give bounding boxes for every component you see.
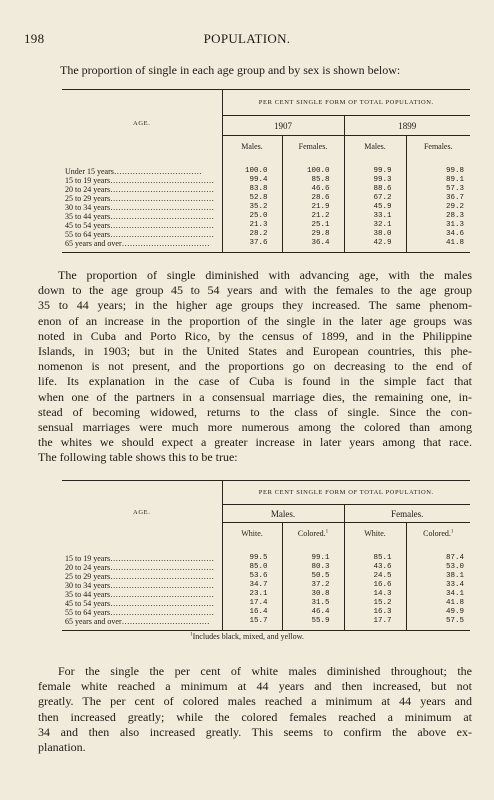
table-cell: 41.8 [406,239,470,253]
table-row [62,572,470,581]
table-row [62,158,470,176]
text-line: planation. [38,740,86,755]
single-by-age-sex-table [62,89,470,253]
table-cell: 31.3 [406,221,470,230]
table-cell: 67.2 [344,194,406,203]
table-cell: 83.8 [222,185,282,194]
table-row [62,230,470,239]
table-cell: 46.4 [282,608,344,617]
year-1899-header: 1899 [344,116,470,136]
table-cell: 100.0 [222,158,282,176]
col-1907-females: Females. [282,136,344,158]
age-column-header: AGE. [133,509,151,517]
table-cell: 16.4 [222,608,282,617]
age-label: 15 to 19 years………………………………… [65,553,215,563]
paragraph-2 [38,664,472,755]
age-label: 20 to 24 years………………………………… [65,562,215,572]
text-line: down to the age group 45 to 54 years and with the females to the age group [38,283,472,298]
table-cell: 80.3 [282,563,344,572]
table-cell: 34.1 [406,590,470,599]
age-label: 65 years and over…………………………… [65,616,210,626]
table-cell: 30.8 [282,590,344,599]
text-line: For the single the per cent of white males diminished throughout; the [58,664,472,678]
age-label: 30 to 34 years………………………………… [65,202,215,212]
text-line: Islands, in 1903; but in the United States and European countries, this phe- [38,344,472,359]
text-line: noted in Cuba and Porto Rico, by the census of 1899, and in the Philippine [38,328,472,343]
table-cell: 25.1 [282,221,344,230]
table-cell: 34.6 [406,230,470,239]
age-label: 65 years and over…………………………… [65,238,210,248]
table-cell: 43.6 [344,563,406,572]
col-1907-males: Males. [222,136,282,158]
table-row [62,608,470,617]
col-females-colored [406,523,470,545]
text-line: The proportion of single diminished with advancing age, with the males [58,268,472,282]
table-cell: 85.8 [282,176,344,185]
table-row [62,617,470,631]
table-cell: 85.1 [344,545,406,563]
table-cell: 53.6 [222,572,282,581]
table1-super-header: PER CENT SINGLE FORM OF TOTAL POPULATION. [222,90,470,116]
table-cell: 29.2 [406,203,470,212]
males-group-header: Males. [222,505,344,523]
table-cell: 16.6 [344,581,406,590]
table-cell: 21.2 [282,212,344,221]
table-row [62,203,470,212]
footnote-text: Includes black, mixed, and yellow. [192,632,304,641]
age-label: 35 to 44 years………………………………… [65,589,215,599]
table-row [62,176,470,185]
table-cell: 49.9 [406,608,470,617]
table-row [62,185,470,194]
table-cell: 29.8 [282,230,344,239]
table-cell: 15.2 [344,599,406,608]
table-cell: 99.8 [406,158,470,176]
col-label: Colored. [423,529,451,539]
text-line: life. Its explanation in the case of Cuba is found in the simple fact that [38,374,472,389]
text-line: greatly. The per cent of colored males reached a minimum at 44 years and [38,694,472,709]
text-line: the whites we should expect a greater increase in later years among that race. [38,435,472,450]
table-cell: 31.5 [282,599,344,608]
table-cell: 99.3 [344,176,406,185]
col-males-white: White. [222,523,282,545]
table-cell: 15.7 [222,617,282,631]
table-cell: 17.7 [344,617,406,631]
age-label: 55 to 64 years………………………………… [65,607,215,617]
table-cell: 21.3 [222,221,282,230]
table-cell: 28.6 [282,194,344,203]
age-label: 25 to 29 years………………………………… [65,193,215,203]
table-row [62,599,470,608]
text-line: The following table shows this to be true: [38,450,238,465]
table-cell: 37.2 [282,581,344,590]
table-cell: 35.2 [222,203,282,212]
age-label: 55 to 64 years………………………………… [65,229,215,239]
table-cell: 34.7 [222,581,282,590]
table-cell: 57.5 [406,617,470,631]
table-row [62,194,470,203]
age-label: Under 15 years…………………………… [65,166,202,176]
table-cell: 16.3 [344,608,406,617]
table-row [62,590,470,599]
table-row [62,239,470,253]
table-cell: 52.8 [222,194,282,203]
text-line: when one of the partners in a consensual marriage dies, the remaining one, in- [38,389,472,404]
table-cell: 85.0 [222,563,282,572]
age-label: 25 to 29 years………………………………… [65,571,215,581]
footnote-mark: 1 [190,632,193,638]
table-row [62,563,470,572]
text-line: sensual marriages were much more numerous among the colored than among [38,420,472,435]
text-line: 34 and then also increased greatly. This seems to confirm the above ex- [38,724,472,739]
age-label: 45 to 54 years………………………………… [65,220,215,230]
table-cell: 46.6 [282,185,344,194]
table2-footnote [0,632,494,641]
table-cell: 14.3 [344,590,406,599]
col-label: Colored. [297,529,326,539]
table-cell: 87.4 [406,545,470,563]
table-cell: 53.0 [406,563,470,572]
intro-sentence: The proportion of single in each age group and by sex is shown below: [60,63,401,77]
table-cell: 99.1 [282,545,344,563]
table-cell: 37.6 [222,239,282,253]
table-cell: 42.9 [344,239,406,253]
single-by-age-race-table [62,480,470,631]
col-1899-females: Females. [406,136,470,158]
year-1907-header: 1907 [222,116,344,136]
text-line: female white reached a minimum at 44 years and then increased, but not [38,679,472,694]
table-row [62,221,470,230]
table-cell: 45.9 [344,203,406,212]
table-cell: 57.3 [406,185,470,194]
table-cell: 24.5 [344,572,406,581]
age-column-header: AGE. [133,120,151,128]
table2-super-header: PER CENT SINGLE FORM OF TOTAL POPULATION. [222,481,470,505]
table-cell: 33.4 [406,581,470,590]
page-number: 198 [24,31,45,46]
table-cell: 33.1 [344,212,406,221]
table-cell: 28.3 [406,212,470,221]
table-cell: 21.9 [282,203,344,212]
table-cell: 36.7 [406,194,470,203]
table-cell: 88.6 [344,185,406,194]
age-label: 35 to 44 years………………………………… [65,211,215,221]
footnote-mark: 1 [325,529,329,535]
table-cell: 99.5 [222,545,282,563]
table1-body [62,158,470,253]
text-line: then increased greatly; while the colored females reached a minimum at [38,709,472,724]
table2-body [62,545,470,631]
age-label: 30 to 34 years………………………………… [65,580,215,590]
table-row [62,545,470,563]
table-cell: 100.0 [282,158,344,176]
table-cell: 36.4 [282,239,344,253]
text-line: 35 to 44 years; in the higher age groups they increased. The same phenom- [38,298,472,313]
page-title: POPULATION. [203,31,291,46]
table-cell: 17.4 [222,599,282,608]
col-1899-males: Males. [344,136,406,158]
age-label: 20 to 24 years………………………………… [65,184,215,194]
col-males-colored [282,523,344,545]
text-line: stead of becoming widowed, returns to the class of single. Since the con- [38,404,472,419]
footnote-mark: 1 [450,529,454,535]
table-cell: 32.1 [344,221,406,230]
text-line: nomenon is not present, and the proportions go on decreasing to the end of [38,359,472,374]
table-cell: 41.8 [406,599,470,608]
paragraph-1 [38,268,472,466]
text-line: enon of an increase in the proportion of the single in the later age groups was [38,313,472,328]
table-cell: 38.1 [406,572,470,581]
page-header [22,31,472,47]
table-row [62,212,470,221]
table-cell: 55.9 [282,617,344,631]
table-cell: 99.4 [222,176,282,185]
females-group-header: Females. [344,505,470,523]
table-cell: 38.0 [344,230,406,239]
table-cell: 89.1 [406,176,470,185]
age-label: 15 to 19 years………………………………… [65,175,215,185]
table-cell: 23.1 [222,590,282,599]
age-label: 45 to 54 years………………………………… [65,598,215,608]
table-cell: 50.5 [282,572,344,581]
col-females-white: White. [344,523,406,545]
table-row [62,581,470,590]
table-cell: 28.2 [222,230,282,239]
table-cell: 99.9 [344,158,406,176]
table-cell: 25.0 [222,212,282,221]
